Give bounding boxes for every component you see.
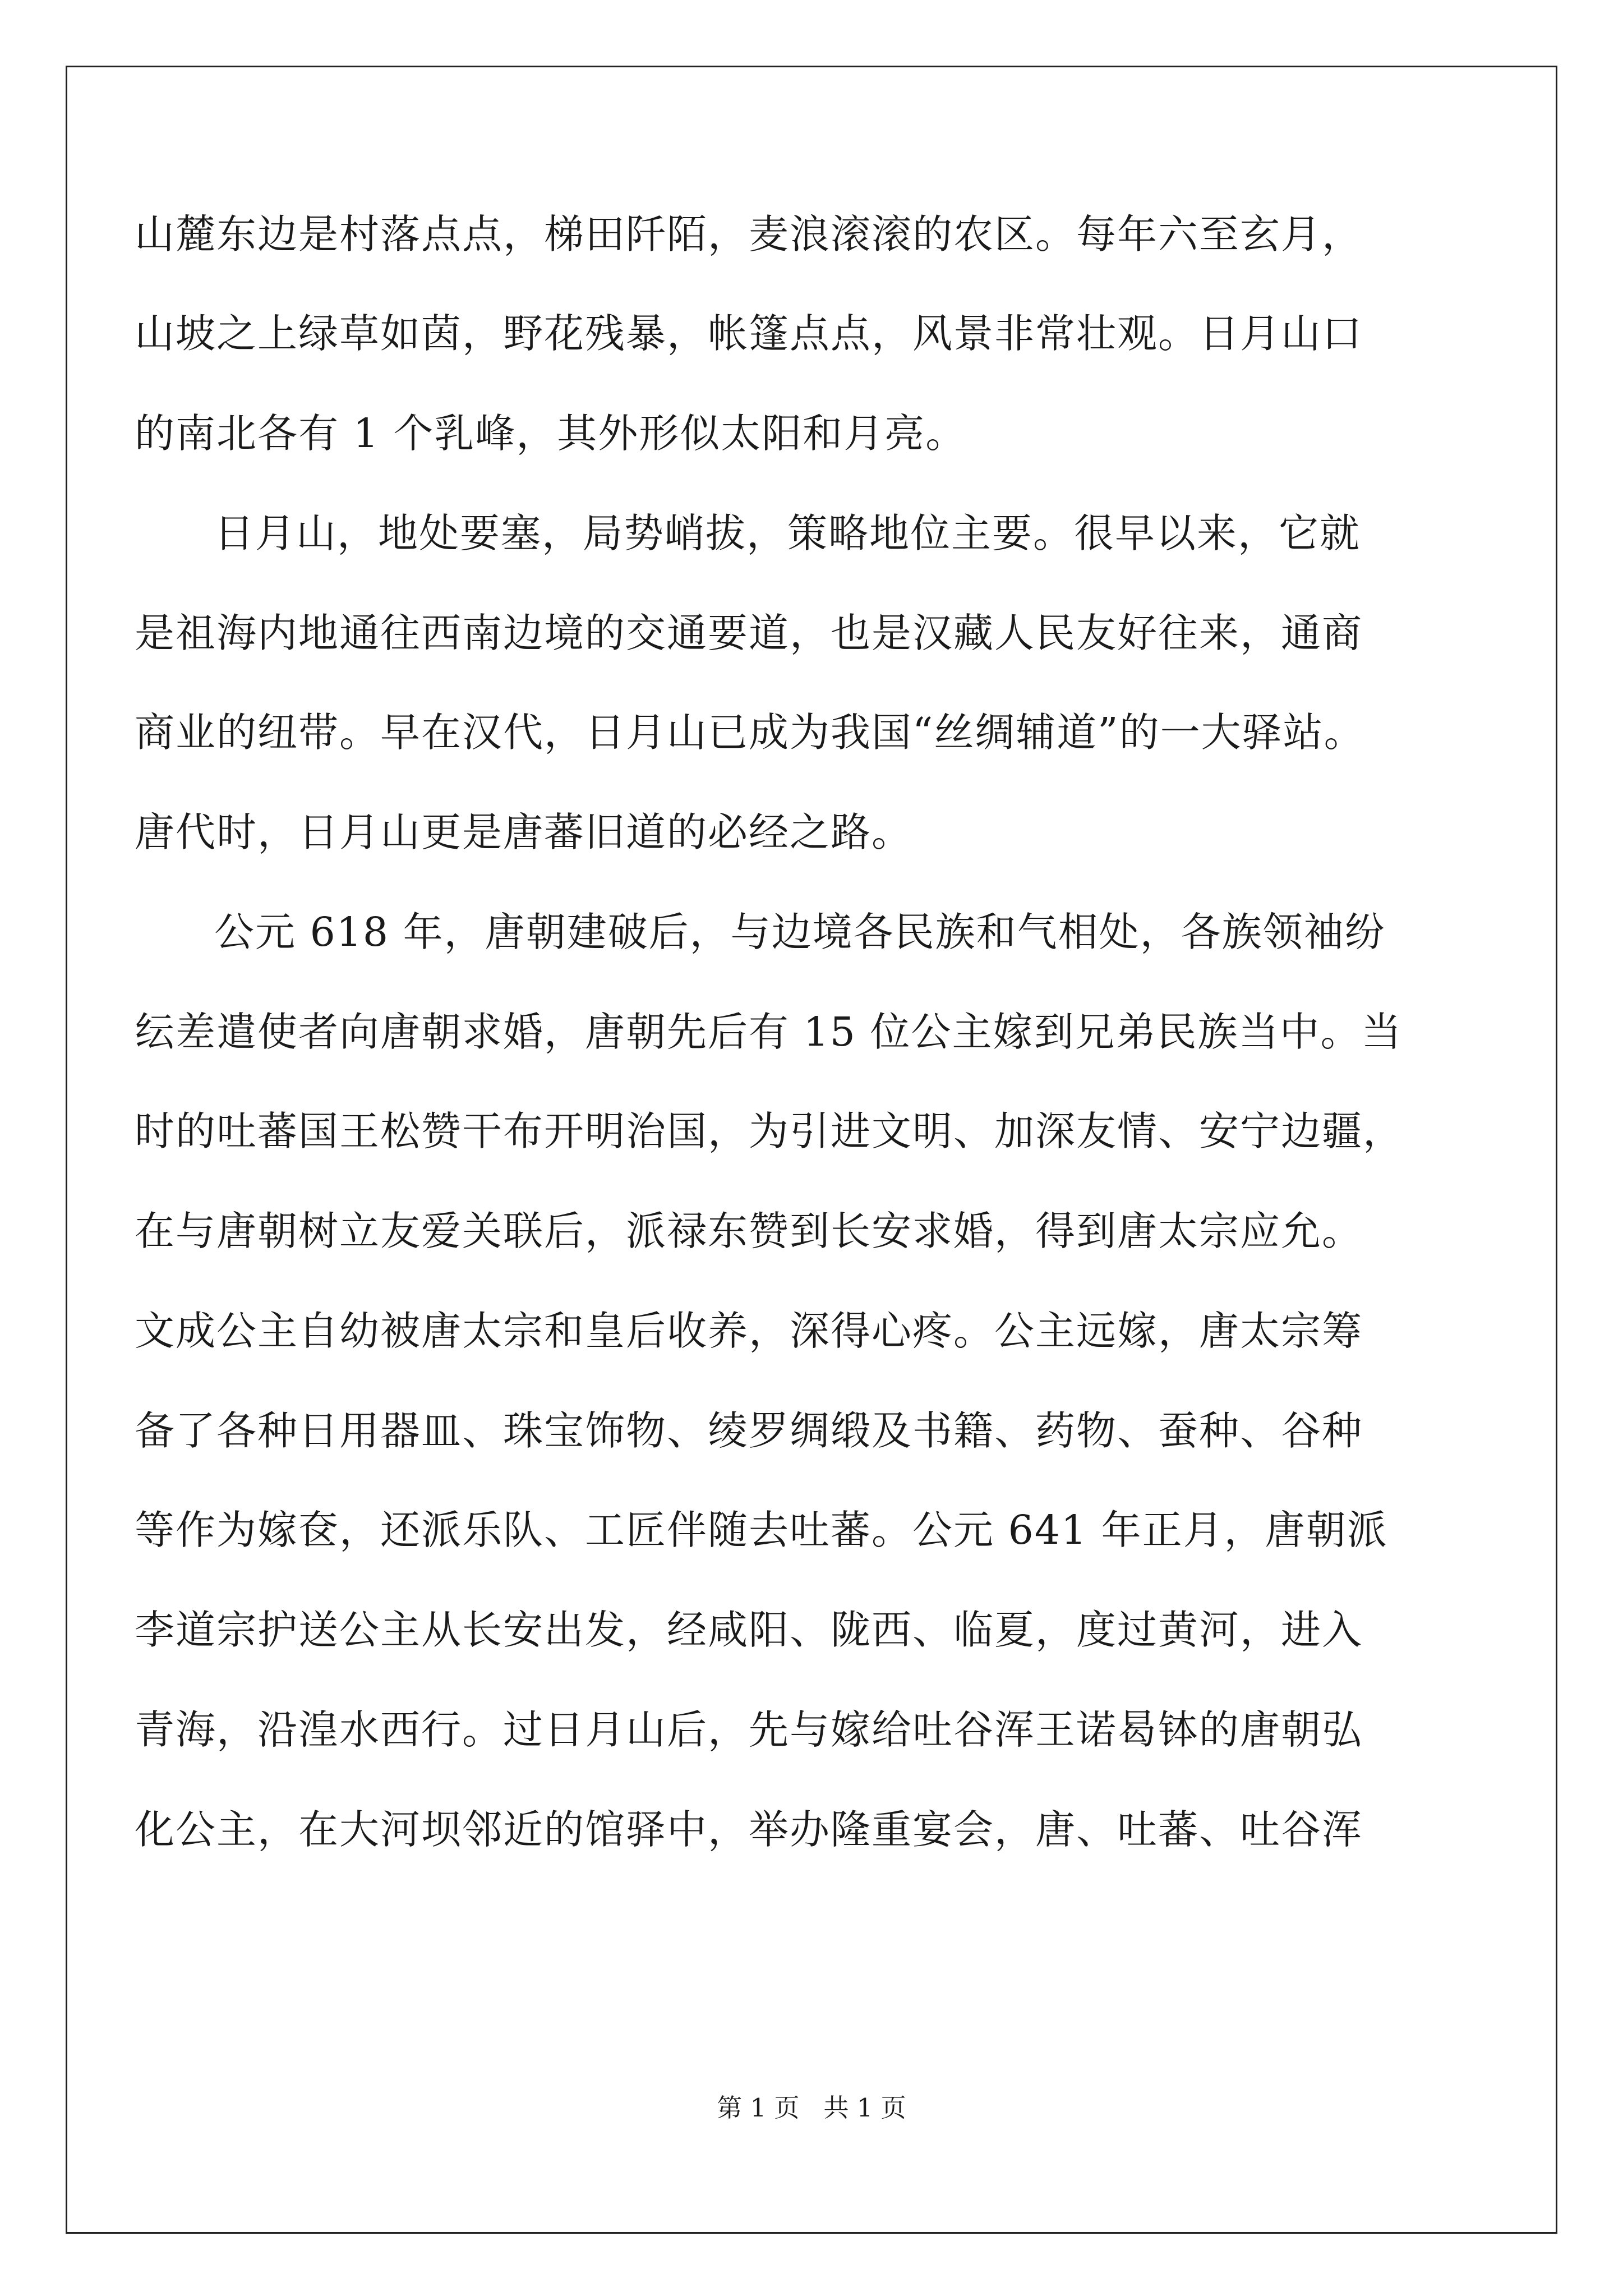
text-line: 唐代时，日月山更是唐蕃旧道的必经之路。 <box>135 809 913 855</box>
text-line: 李道宗护送公主从长安出发，经咸阳、陇西、临夏，度过黄河，进入 <box>135 1607 1363 1653</box>
text-line: 等作为嫁奁，还派乐队、工匠伴随去吐蕃。公元 641 年正月，唐朝派 <box>135 1507 1388 1553</box>
text-line: 青海，沿湟水西行。过日月山后，先与嫁给吐谷浑王诺曷钵的唐朝弘 <box>135 1706 1363 1753</box>
text-line: 商业的纽带。早在汉代，日月山已成为我国“丝绸辅道”的一大驿站。 <box>135 709 1365 756</box>
text-line: 化公主，在大河坝邻近的馆驿中，举办隆重宴会，唐、吐蕃、吐谷浑 <box>135 1806 1363 1853</box>
text-line: 山坡之上绿草如茵，野花残暴，帐篷点点，风景非常壮观。日月山口 <box>135 310 1363 357</box>
paragraph-first-line: 公元 618 年，唐朝建破后，与边境各民族和气相处，各族领袖纷 <box>214 909 1386 955</box>
text-line: 是祖海内地通往西南边境的交通要道，也是汉藏人民友好往来，通商 <box>135 610 1363 656</box>
text-line: 备了各种日用器皿、珠宝饰物、绫罗绸缎及书籍、药物、蚕种、谷种 <box>135 1407 1363 1454</box>
text-line: 时的吐蕃国王松赞干布开明治国，为引进文明、加深友情、安宁边疆， <box>135 1108 1404 1154</box>
text-line: 纭差遣使者向唐朝求婚，唐朝先后有 15 位公主嫁到兄弟民族当中。当 <box>135 1009 1403 1055</box>
text-line: 的南北各有 1 个乳峰，其外形似太阳和月亮。 <box>135 410 967 457</box>
text-line: 在与唐朝树立友爱关联后，派禄东赞到长安求婚，得到唐太宗应允。 <box>135 1208 1363 1254</box>
page-footer: 第 1 页 共 1 页 <box>717 2093 906 2123</box>
text-line: 文成公主自幼被唐太宗和皇后收养，深得心疼。公主远嫁，唐太宗筹 <box>135 1308 1363 1354</box>
paragraph-first-line: 日月山，地处要塞，局势峭拔，策略地位主要。很早以来，它就 <box>214 510 1361 556</box>
text-line: 山麓东边是村落点点，梯田阡陌，麦浪滚滚的农区。每年六至玄月， <box>135 211 1363 257</box>
